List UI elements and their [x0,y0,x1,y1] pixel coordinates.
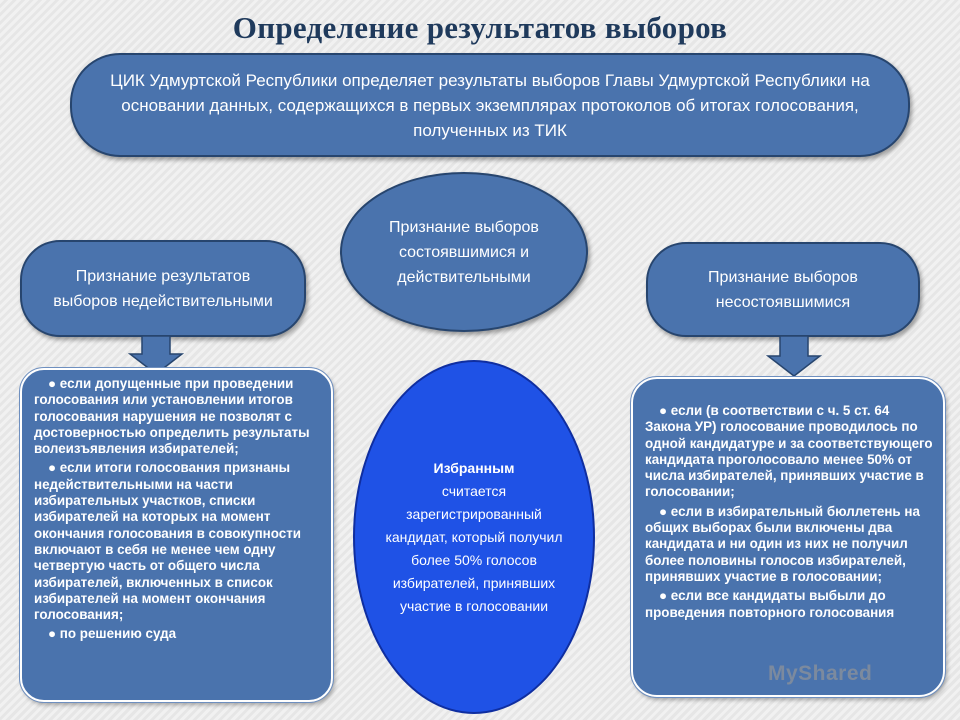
cec-statement-box [70,53,910,157]
failed-elections-header [646,242,920,337]
watermark-logo [768,662,872,686]
failed-elections-label: Признание выборов несостоявшимися [708,268,858,311]
list-item: ● если итоги голосования признаны недействительными на части избирательных участков, списки избирателей на которых на момент окончания голосования в совокупности включают в себя не менее чем одну четвертую часть от общего числа избирателей, включенных в список избирателей на момент окончания голосования; [34,460,301,623]
elected-highlight: Избранным [433,459,515,476]
list-item: ● если (в соответствии с ч. 5 ст. 64 Закона УР) голосование проводилось по одной кандидатуре и за соответствующего кандидата проголосовало менее 50% от числа избирателей, принявших участие в голосовании; [645,403,933,500]
list-item: ● если все кандидаты выбыли до проведения повторного голосования [645,588,895,620]
valid-elections-header [340,172,588,332]
invalid-results-conditions [20,368,333,702]
list-item: ● если в избирательный бюллетень на общих выборах были включены два кандидата и ни один из них не получил более половины голосов избирателей, принявших участие в голосовании; [645,503,920,584]
list-item: ● по решению суда [48,626,177,642]
valid-elections-label: Признание выборов состоявшимися и действительными [389,218,539,286]
right-down-arrow-icon [766,336,822,378]
watermark-text: MyShared [768,662,873,685]
elected-definition: считается зарегистрированный кандидат, который получил более 50% голосов избирателей, принявших участие в голосовании [385,482,563,614]
failed-elections-conditions [631,377,945,697]
page-title: Определение результатов выборов [232,10,728,45]
invalid-results-label: Признание результатов выборов недействительными [53,267,273,310]
elected-candidate-oval [353,360,595,714]
cec-statement-text: ЦИК Удмуртской Республики определяет результаты выборов Главы Удмуртской Республики на основании данных, содержащихся в первых экземплярах протоколов об итогах голосования, полученных из ТИК [110,70,870,140]
invalid-results-header [20,240,306,337]
list-item: ● если допущенные при проведении голосования или установлении итогов голосования нарушения не позволят с достоверностью определить результаты волеизъявления избирателей; [34,376,310,457]
